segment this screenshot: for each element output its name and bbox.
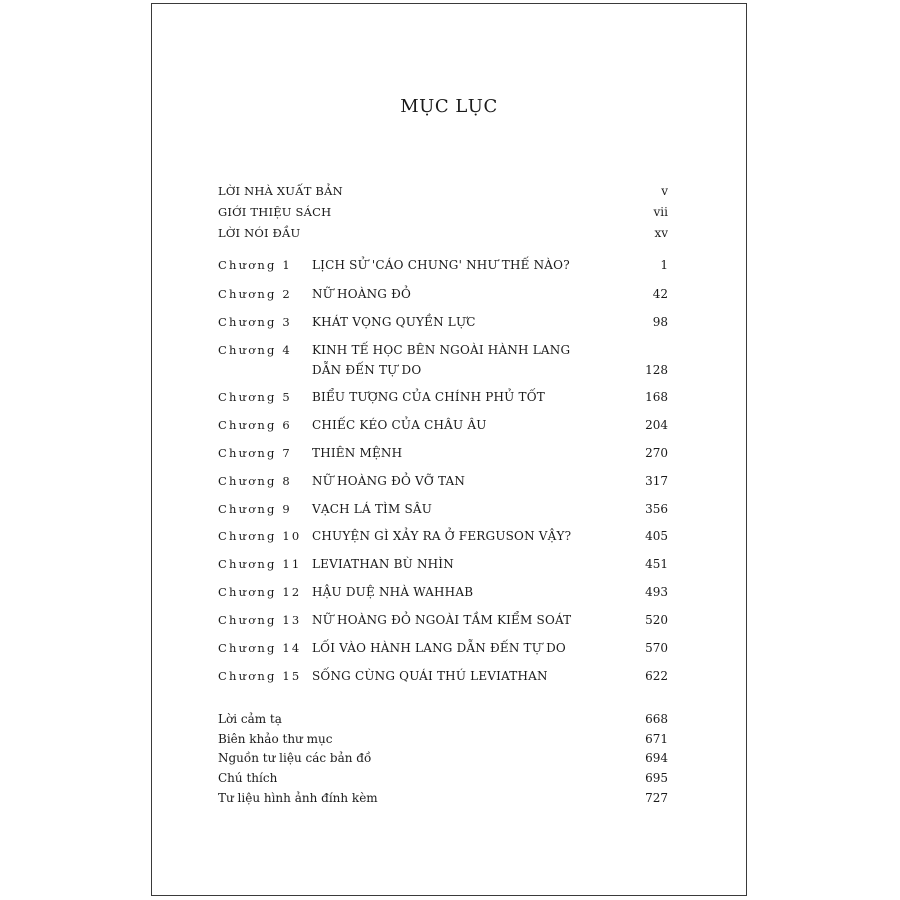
- toc-page-number: 1: [660, 258, 668, 272]
- toc-front-entry: [218, 225, 668, 241]
- toc-page-number: v: [661, 184, 668, 198]
- toc-page-number: 694: [645, 751, 668, 765]
- toc-page-number: 493: [645, 585, 668, 599]
- chapter-title: CHIẾC KÉO CỦA CHÂU ÂU: [312, 418, 487, 432]
- toc-page-number: vii: [653, 205, 668, 219]
- toc-entry-label: Biên khảo thư mục: [218, 732, 333, 746]
- chapter-number: Chương 14: [218, 641, 302, 655]
- toc-entry-label: LỜI NHÀ XUẤT BẢN: [218, 184, 343, 198]
- toc-back-entry: [218, 790, 668, 806]
- chapter-number: Chương 1: [218, 258, 292, 272]
- chapter-title: HẬU DUỆ NHÀ WAHHAB: [312, 585, 474, 599]
- chapter-title: CHUYỆN GÌ XẢY RA Ở FERGUSON VẬY?: [312, 529, 572, 543]
- toc-page-number: 204: [645, 418, 668, 432]
- toc-page-number: 98: [652, 315, 668, 329]
- chapter-title: NỮ HOÀNG ĐỎ: [312, 287, 412, 301]
- toc-page-number: 671: [645, 732, 668, 746]
- toc-page-number: 520: [645, 613, 668, 627]
- toc-page-number: 451: [645, 557, 668, 571]
- toc-page-number: 356: [645, 502, 668, 516]
- toc-page-number: 128: [645, 363, 668, 377]
- toc-front-entry: [218, 204, 668, 220]
- chapter-number: Chương 15: [218, 669, 302, 683]
- chapter-title: VẠCH LÁ TÌM SÂU: [312, 502, 433, 516]
- chapter-number: Chương 10: [218, 529, 302, 543]
- toc-chapter-entry: [218, 342, 668, 382]
- toc-page-number: 317: [645, 474, 668, 488]
- toc-front-entry: [218, 183, 668, 199]
- chapter-title: NỮ HOÀNG ĐỎ VỠ TAN: [312, 474, 466, 488]
- toc-page-number: 668: [645, 712, 668, 726]
- chapter-number: Chương 13: [218, 613, 302, 627]
- toc-page-number: 695: [645, 771, 668, 785]
- chapter-number: Chương 2: [218, 287, 292, 301]
- toc-page-number: 405: [645, 529, 668, 543]
- chapter-number: Chương 5: [218, 390, 292, 404]
- chapter-number: Chương 6: [218, 418, 292, 432]
- toc-entry-label: Lời cảm tạ: [218, 712, 282, 726]
- toc-entry-label: Nguồn tư liệu các bản đồ: [218, 751, 372, 765]
- toc-page-number: xv: [654, 226, 668, 240]
- chapter-title: LỊCH SỬ 'CÁO CHUNG' NHƯ THẾ NÀO?: [312, 258, 570, 272]
- chapter-number: Chương 9: [218, 502, 292, 516]
- toc-page-number: 727: [645, 791, 668, 805]
- chapter-title: SỐNG CÙNG QUÁI THÚ LEVIATHAN: [312, 669, 548, 683]
- toc-page-number: 270: [645, 446, 668, 460]
- toc-entry-label: Tư liệu hình ảnh đính kèm: [218, 791, 378, 805]
- chapter-number: Chương 4: [218, 343, 292, 357]
- toc-page-number: 622: [645, 669, 668, 683]
- toc-back-entry: [218, 731, 668, 747]
- toc-back-entry: [218, 750, 668, 766]
- chapter-number: Chương 12: [218, 585, 302, 599]
- chapter-title: LEVIATHAN BÙ NHÌN: [312, 557, 454, 571]
- chapter-title: LỐI VÀO HÀNH LANG DẪN ĐẾN TỰ DO: [312, 641, 566, 655]
- chapter-title: NỮ HOÀNG ĐỎ NGOÀI TẦM KIỂM SOÁT: [312, 613, 572, 627]
- chapter-number: Chương 7: [218, 446, 292, 460]
- chapter-number: Chương 11: [218, 557, 302, 571]
- chapter-title: KINH TẾ HỌC BÊN NGOÀI HÀNH LANG: [312, 343, 571, 357]
- chapter-number: Chương 3: [218, 315, 292, 329]
- toc-page-number: 570: [645, 641, 668, 655]
- toc-page-number: 42: [652, 287, 668, 301]
- toc-entry-label: GIỚI THIỆU SÁCH: [218, 205, 332, 219]
- toc-back-entry: [218, 770, 668, 786]
- chapter-number: Chương 8: [218, 474, 292, 488]
- book-page: [151, 3, 747, 896]
- chapter-title: THIÊN MỆNH: [312, 446, 403, 460]
- toc-entry-label: LỜI NÓI ĐẦU: [218, 226, 301, 240]
- toc-back-entry: [218, 711, 668, 727]
- toc-page-number: 168: [645, 390, 668, 404]
- chapter-title: KHÁT VỌNG QUYỀN LỰC: [312, 315, 476, 329]
- toc-entry-label: Chú thích: [218, 771, 278, 785]
- page-title: MỤC LỤC: [400, 96, 498, 117]
- chapter-title-continued: DẪN ĐẾN TỰ DO: [312, 363, 422, 377]
- chapter-title: BIỂU TƯỢNG CỦA CHÍNH PHỦ TỐT: [312, 390, 545, 404]
